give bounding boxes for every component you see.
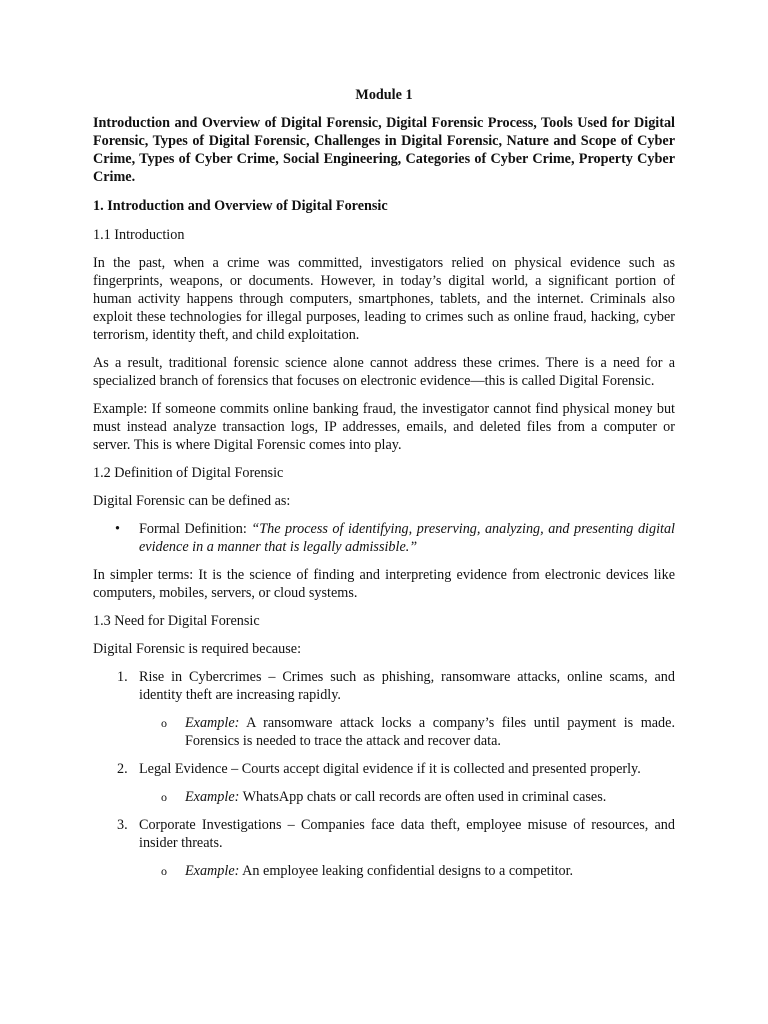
sub-list-item — [93, 788, 675, 806]
subsection-heading-1-2: 1.2 Definition of Digital Forensic — [93, 465, 284, 481]
sub-bullet-icon: o — [161, 790, 167, 804]
example-label: Example: — [185, 789, 240, 805]
list-item — [93, 816, 675, 852]
definition-quote: “The process of identifying, preserving, analyzing, and presenting digital evidence in a manner that is legally admissible.” — [139, 521, 675, 555]
example-body: A ransomware attack locks a company’s files until payment is made. Forensics is needed to trace the attack and recover data. — [185, 715, 675, 749]
list-item-text: Rise in Cybercrimes – Crimes such as phishing, ransomware attacks, online scams, and identity theft are increasing rapidly. — [139, 669, 675, 703]
example-body: WhatsApp chats or call records are often used in criminal cases. — [239, 789, 607, 805]
definition-bullet — [93, 520, 675, 556]
example-label: Example: — [185, 863, 240, 879]
module-topics: Introduction and Overview of Digital Forensic, Digital Forensic Process, Tools Used for Digital Forensic, Types of Digital Forensic, Challenges in Digital Forensic, Nature and Scope of Cyber Crime, Types of Cyber Crime, Social Engineering, Categories of Cyber Crime, Property Cyber Crime. — [93, 115, 675, 185]
list-number: 3. — [117, 817, 128, 833]
example-text — [185, 714, 675, 750]
intro-paragraph-2: As a result, traditional forensic science alone cannot address these crimes. There is a need for a specialized branch of forensics that focuses on electronic evidence—this is called Digital Forensic. — [93, 355, 675, 389]
section-heading-1: 1. Introduction and Overview of Digital Forensic — [93, 198, 388, 214]
example-text — [185, 788, 675, 806]
subsection-heading-1-3: 1.3 Need for Digital Forensic — [93, 613, 260, 629]
subsection-heading-1-1: 1.1 Introduction — [93, 227, 185, 243]
need-intro: Digital Forensic is required because: — [93, 641, 302, 657]
sub-list-item — [93, 862, 675, 880]
sub-list-item — [93, 714, 675, 750]
bullet-icon: • — [115, 521, 120, 537]
intro-paragraph-1: In the past, when a crime was committed, investigators relied on physical evidence such as fingerprints, weapons, or documents. However, in today’s digital world, a significant portion of human activity happens through computers, smartphones, tablets, and the internet. Criminals also exploit these technologies for illegal purposes, leading to crimes such as online fraud, hacking, cyber terrorism, identity theft, and child exploitation. — [93, 255, 675, 343]
list-item — [93, 760, 675, 778]
list-item — [93, 668, 675, 704]
sub-bullet-icon: o — [161, 716, 167, 730]
simpler-terms-paragraph: In simpler terms: It is the science of finding and interpreting evidence from electronic devices like computers, mobiles, servers, or cloud systems. — [93, 567, 675, 601]
sub-bullet-icon: o — [161, 864, 167, 878]
list-number: 2. — [117, 761, 128, 777]
definition-bullet-text — [139, 520, 675, 556]
example-body: An employee leaking confidential designs to a competitor. — [239, 863, 574, 879]
definition-intro: Digital Forensic can be defined as: — [93, 493, 291, 509]
list-number: 1. — [117, 669, 128, 685]
module-title: Module 1 — [355, 87, 413, 103]
list-item-text: Legal Evidence – Courts accept digital evidence if it is collected and presented properly. — [139, 761, 641, 777]
definition-label: Formal Definition: — [139, 521, 252, 537]
example-label: Example: — [185, 715, 240, 731]
example-text — [185, 862, 675, 880]
intro-example-paragraph: Example: If someone commits online banking fraud, the investigator cannot find physical money but must instead analyze transaction logs, IP addresses, emails, and deleted files from a computer or server. This is where Digital Forensic comes into play. — [93, 401, 675, 453]
list-item-text: Corporate Investigations – Companies face data theft, employee misuse of resources, and insider threats. — [139, 817, 675, 851]
